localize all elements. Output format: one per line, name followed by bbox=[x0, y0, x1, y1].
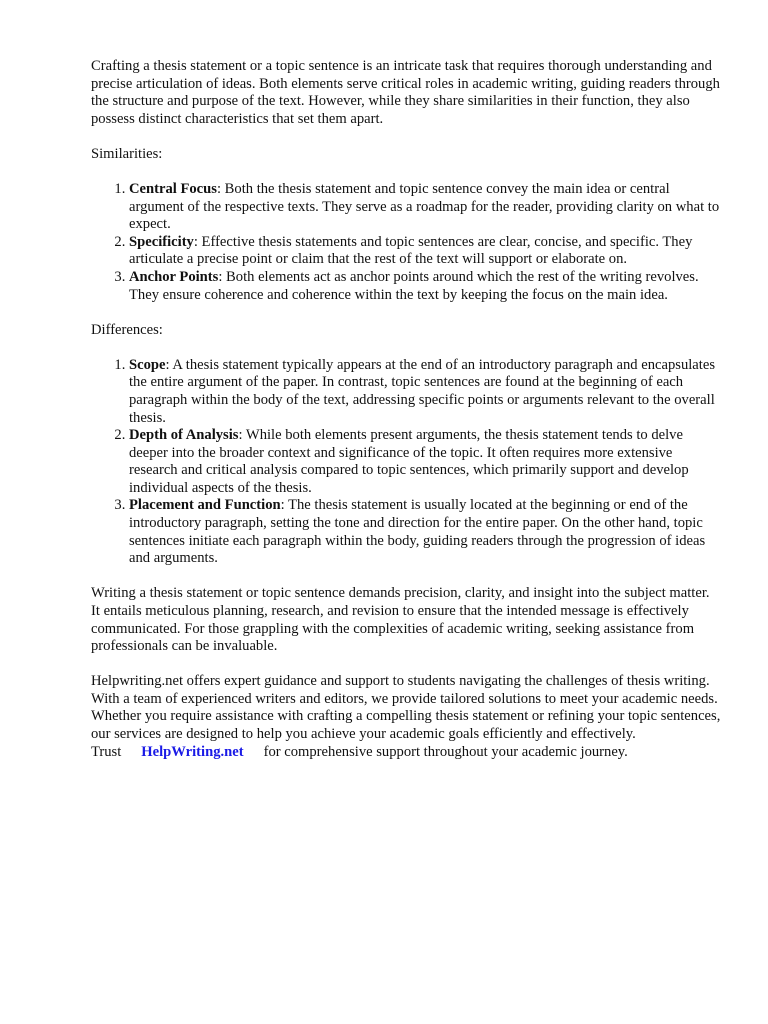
list-item-text: : A thesis statement typically appears at the end of an introductory paragraph and encapsulates the entire argument of the paper. In contrast, topic sentences are found at the beginning of each paragraph within the body of the text, addressing specific points or arguments relevant to the overall thesis. bbox=[129, 356, 716, 426]
conclusion-paragraph: Writing a thesis statement or topic sentence demands precision, clarity, and insight into the subject matter. It entails meticulous planning, research, and revision to ensure that the intended message is effectively communicated. For those grappling with the complexities of academic writing, seeking assistance from professionals can be invaluable. bbox=[91, 585, 710, 655]
document-page bbox=[91, 58, 721, 779]
list-item bbox=[129, 357, 721, 427]
list-item-text: : Both elements act as anchor points around which the rest of the writing revolves. They ensure coherence and coherence within the text by keeping the focus on the main idea. bbox=[129, 268, 699, 303]
list-item-term: Specificity bbox=[129, 233, 194, 250]
list-item-term: Placement and Function bbox=[129, 497, 281, 514]
list-item-term: Anchor Points bbox=[129, 268, 219, 285]
list-item-text: : Effective thesis statements and topic sentences are clear, concise, and specific. They articulate a precise point or claim that the rest of the text will support or elaborate on. bbox=[129, 233, 693, 268]
list-item-text: : Both the thesis statement and topic sentence convey the main idea or central argument of the respective texts. They serve as a roadmap for the reader, providing clarity on what to expect. bbox=[129, 180, 720, 233]
list-item-text: : While both elements present arguments, the thesis statement tends to delve deeper into the broader context and significance of the topic. It often requires more extensive research and critical analysis compared to topic sentences, which primarily support and develop individual aspects of the thesis. bbox=[129, 427, 689, 496]
differences-heading: Differences: bbox=[91, 321, 163, 338]
promo-paragraph bbox=[91, 673, 721, 761]
promo-text-after: for comprehensive support throughout your academic journey. bbox=[263, 743, 628, 760]
list-item bbox=[129, 427, 721, 497]
list-item bbox=[129, 234, 721, 269]
similarities-list bbox=[91, 181, 721, 304]
list-item-text: : The thesis statement is usually located at the beginning or end of the introductory paragraph, setting the tone and direction for the entire paper. On the other hand, topic sentences initiate each paragraph within the body, guiding readers through the progression of ideas and arguments. bbox=[129, 497, 706, 567]
intro-paragraph: Crafting a thesis statement or a topic sentence is an intricate task that requires thorough understanding and precise articulation of ideas. Both elements serve critical roles in academic writing, guiding readers through the structure and purpose of the text. However, while they share similarities in their function, they also possess distinct characteristics that set them apart. bbox=[91, 58, 720, 127]
promo-text-before: Helpwriting.net offers expert guidance and support to students navigating the challenges of thesis writing. With a team of experienced writers and editors, we provide tailored solutions to meet your academic needs. Whether you require assistance with crafting a compelling thesis statement or refining your topic sentences, our services are designed to help you achieve your academic goals efficiently and effectively. Trust bbox=[91, 673, 721, 760]
helpwriting-link[interactable]: HelpWriting.net bbox=[141, 743, 244, 760]
list-item-term: Scope bbox=[129, 356, 166, 373]
list-item bbox=[129, 269, 721, 304]
list-item bbox=[129, 497, 721, 567]
list-item-term: Central Focus bbox=[129, 180, 217, 197]
similarities-heading: Similarities: bbox=[91, 145, 163, 162]
list-item-term: Depth of Analysis bbox=[129, 427, 239, 444]
differences-list bbox=[91, 357, 721, 568]
list-item bbox=[129, 181, 721, 234]
